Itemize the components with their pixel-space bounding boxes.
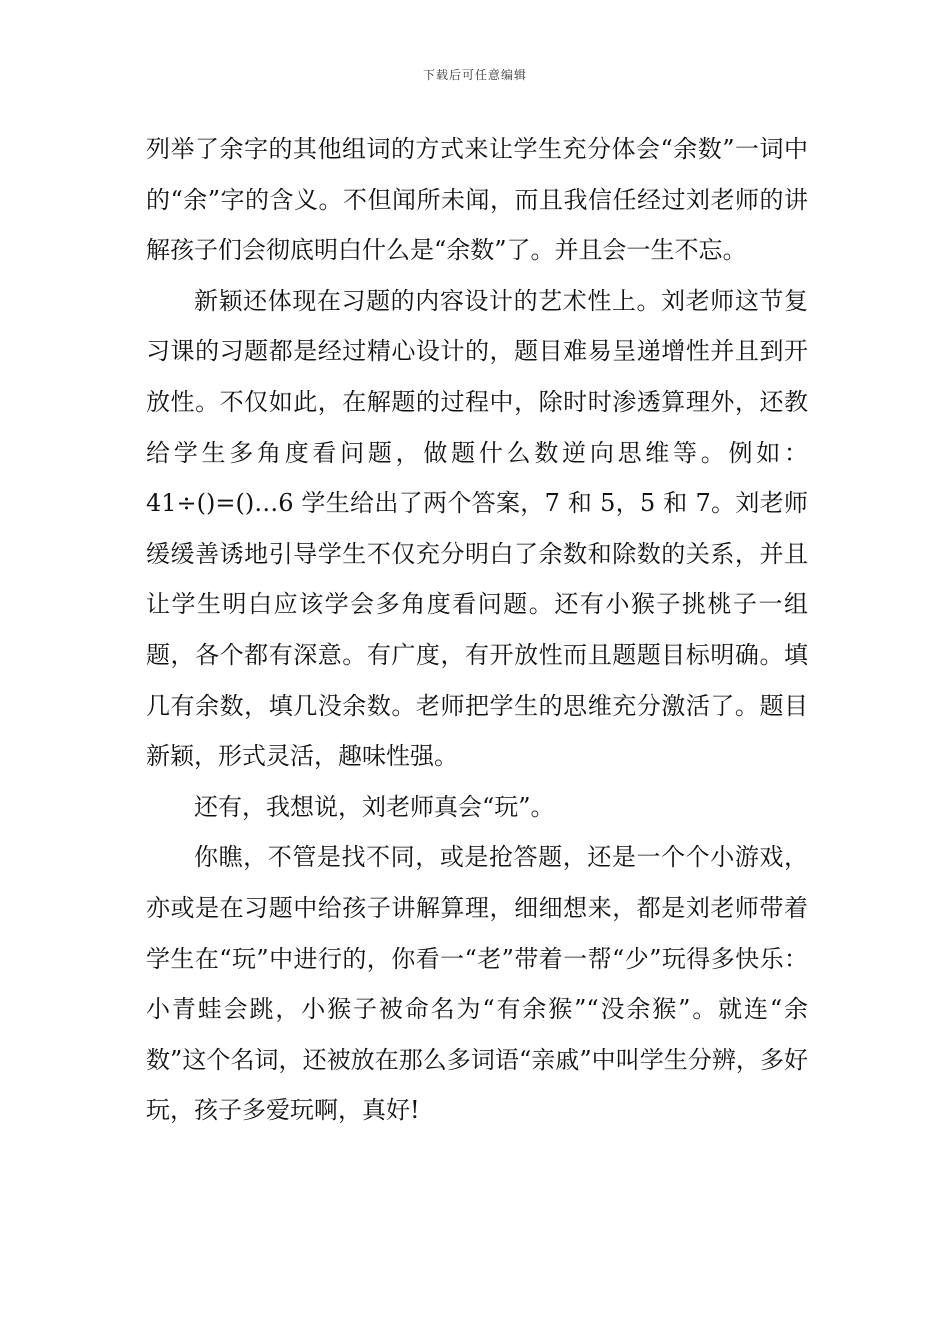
document-body	[146, 124, 808, 1136]
page-header: 下载后可任意编辑	[422, 68, 527, 82]
paragraph-teacher-plays: 还有，我想说，刘老师真会“玩”。	[194, 792, 555, 821]
paragraph-continuation: 列举了余字的其他组词的方式来让学生充分体会“余数”一词中的“余”字的含义。不但闻所未闻，而且我信任经过刘老师的讲解孩子们会彻底明白什么是“余数”了。并且会一生不忘。	[146, 135, 808, 265]
paragraph-games: 你瞧，不管是找不同，或是抢答题，还是一个个小游戏，亦或是在习题中给孩子讲解算理，细细想来，都是刘老师带着学生在“玩”中进行的，你看一“老”带着一帮“少”玩得多快乐：小青蛙会跳，小猴子被命名为“有余猴”“没余猴”。就连“余数”这个名词，还被放在那么多词语“亲戚”中叫学生分辨，多好玩，孩子多爱玩啊，真好!	[146, 843, 808, 1125]
paragraph-novel-exercises: 新颖还体现在习题的内容设计的艺术性上。刘老师这节复习课的习题都是经过精心设计的，题目难易呈递增性并且到开放性。不仅如此，在解题的过程中，除时时渗透算理外，还教给学生多角度看问题，做题什么数逆向思维等。例如：41÷()=()…6 学生给出了两个答案，7 和 5，5 和 7。刘老师缓缓善诱地引导学生不仅充分明白了余数和除数的关系，并且让学生明白应该学会多角度看问题。还有小猴子挑桃子一组题，各个都有深意。有广度，有开放性而且题题目标明确。填几有余数，填几没余数。老师把学生的思维充分激活了。题目新颖，形式灵活，趣味性强。	[146, 286, 808, 771]
